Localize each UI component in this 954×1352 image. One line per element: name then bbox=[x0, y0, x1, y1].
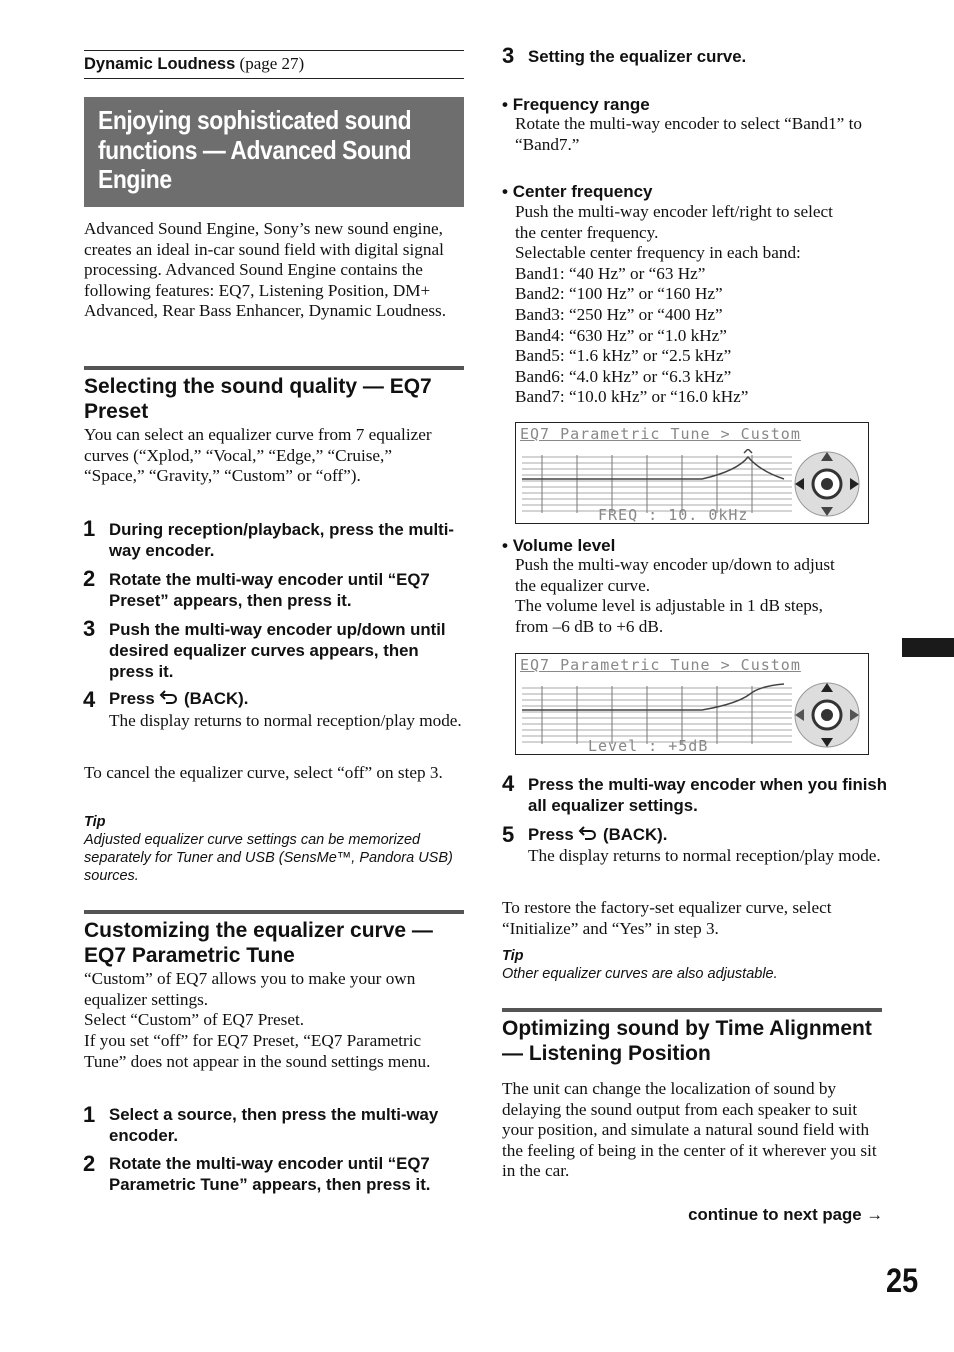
step-text: Press the multi-way encoder when you finish all equalizer settings. bbox=[528, 775, 888, 815]
step-text: Rotate the multi-way encoder until “EQ7 Preset” appears, then press it. bbox=[109, 570, 430, 610]
step-number: 4 bbox=[502, 771, 515, 796]
step-text-post: (BACK). bbox=[179, 689, 249, 708]
page-number: 25 bbox=[886, 1262, 919, 1300]
text-line: The volume level is adjustable in 1 dB steps, bbox=[515, 596, 823, 616]
tip-label: Tip bbox=[502, 948, 524, 964]
display-screenshot-frequency bbox=[515, 422, 869, 524]
display-title: EQ7 Parametric Tune > Custom bbox=[520, 656, 801, 674]
top-rule bbox=[84, 50, 464, 51]
parametric-body-2: Select “Custom” of EQ7 Preset. bbox=[84, 1010, 305, 1029]
edge-index-tab bbox=[902, 638, 954, 657]
tip-text: Other equalizer curves are also adjustable. bbox=[502, 966, 778, 982]
heading-parametric-tune: Customizing the equalizer curve — EQ7 Parametric Tune bbox=[84, 919, 433, 967]
step-text: Rotate the multi-way encoder until “EQ7 Parametric Tune” appears, then press it. bbox=[109, 1154, 431, 1194]
step-number: 3 bbox=[83, 616, 96, 641]
text-line: Band5: “1.6 kHz” or “2.5 kHz” bbox=[515, 346, 732, 366]
section-rule bbox=[84, 366, 464, 370]
frequency-range-body: Rotate the multi-way encoder to select “Band1” to “Band7.” bbox=[515, 114, 862, 154]
step-text: Select a source, then press the multi-way encoder. bbox=[109, 1105, 439, 1145]
multi-way-encoder-icon bbox=[788, 680, 866, 750]
bullet-volume-level: • Volume level bbox=[502, 536, 616, 555]
text-line: Band4: “630 Hz” or “1.0 kHz” bbox=[515, 325, 727, 345]
step-number: 3 bbox=[502, 43, 515, 68]
cancel-note: To cancel the equalizer curve, select “off” on step 3. bbox=[84, 763, 443, 782]
eq7-preset-body: You can select an equalizer curve from 7 equalizer curves (“Xplod,” “Vocal,” “Edge,” “Cruise,” “Space,” “Gravity,” “Custom” or “off”). bbox=[84, 425, 432, 486]
text-line: Push the multi-way encoder left/right to select bbox=[515, 202, 833, 221]
parametric-body-1: “Custom” of EQ7 allows you to make your own equalizer settings. bbox=[84, 969, 416, 1009]
bullet-center-frequency: • Center frequency bbox=[502, 182, 653, 201]
section-banner bbox=[84, 97, 464, 207]
back-arrow-icon bbox=[159, 690, 179, 712]
continue-link bbox=[655, 1204, 883, 1226]
step-text bbox=[109, 689, 459, 712]
heading-eq7-preset: Selecting the sound quality — EQ7 Preset bbox=[84, 375, 432, 423]
section-rule bbox=[502, 1008, 882, 1012]
text-line: from –6 dB to +6 dB. bbox=[515, 616, 664, 636]
top-reference bbox=[84, 53, 464, 75]
step-number: 4 bbox=[83, 687, 96, 712]
top-rule-bottom bbox=[84, 78, 464, 79]
bullet-heading: Volume level bbox=[512, 536, 616, 555]
multi-way-encoder-icon bbox=[788, 449, 866, 519]
step-text: Setting the equalizer curve. bbox=[528, 47, 747, 66]
banner-title: Enjoying sophisticated sound functions — Advanced Sound Engine bbox=[98, 105, 412, 194]
text-line: Band3: “250 Hz” or “400 Hz” bbox=[515, 304, 723, 324]
step-number: 2 bbox=[83, 566, 96, 591]
bullet-heading: Frequency range bbox=[512, 95, 650, 114]
text-line: Band6: “4.0 kHz” or “6.3 kHz” bbox=[515, 366, 732, 386]
text-line: Push the multi-way encoder up/down to adjust bbox=[515, 555, 835, 574]
listening-position-body: The unit can change the localization of sound by delaying the sound output from each speaker to suit your position, and simulate a natural sound field with the feeling of being in the center of it wherever you sit in the car. bbox=[502, 1079, 877, 1181]
display-screenshot-level bbox=[515, 653, 869, 755]
step-text: During reception/playback, press the multi-way encoder. bbox=[109, 520, 455, 560]
step-number: 1 bbox=[83, 516, 96, 541]
step-text-post: (BACK). bbox=[598, 825, 668, 844]
restore-note: To restore the factory-set equalizer curve, select “Initialize” and “Yes” in step 3. bbox=[502, 898, 832, 938]
bullet-heading: Center frequency bbox=[512, 182, 653, 201]
top-reference-page: (page 27) bbox=[235, 54, 305, 73]
step-number: 2 bbox=[83, 1151, 96, 1176]
step-detail: The display returns to normal reception/play mode. bbox=[109, 711, 462, 730]
tip-label: Tip bbox=[84, 814, 106, 830]
center-frequency-body bbox=[515, 202, 895, 408]
top-reference-title: Dynamic Loudness bbox=[84, 55, 236, 73]
text-line: the equalizer curve. bbox=[515, 575, 651, 595]
volume-level-body bbox=[515, 555, 895, 637]
tip-text: Adjusted equalizer curve settings can be memorized separately for Tuner and USB (SensMe™, Pandora USB) sources. bbox=[84, 832, 453, 884]
step-number: 5 bbox=[502, 822, 515, 847]
step-text bbox=[528, 825, 888, 848]
step-number: 1 bbox=[83, 1102, 96, 1127]
bullet-frequency-range: • Frequency range bbox=[502, 95, 650, 114]
text-line: Band2: “100 Hz” or “160 Hz” bbox=[515, 284, 723, 304]
step-text-pre: Press bbox=[109, 689, 160, 708]
text-line: Band1: “40 Hz” or “63 Hz” bbox=[515, 263, 706, 283]
text-line: Band7: “10.0 kHz” or “16.0 kHz” bbox=[515, 387, 749, 407]
continue-text: continue to next page bbox=[688, 1205, 862, 1224]
back-arrow-icon bbox=[578, 826, 598, 848]
text-line: the center frequency. bbox=[515, 222, 659, 242]
heading-listening-position: Optimizing sound by Time Alignment — Listening Position bbox=[502, 1017, 872, 1065]
step-text: Push the multi-way encoder up/down until desired equalizer curves appears, then press it. bbox=[109, 620, 446, 681]
text-line: Selectable center frequency in each band: bbox=[515, 243, 801, 263]
step-text-pre: Press bbox=[528, 825, 579, 844]
display-title: EQ7 Parametric Tune > Custom bbox=[520, 425, 801, 443]
display-footer: Level : +5dB bbox=[588, 737, 709, 755]
intro-paragraph: Advanced Sound Engine, Sony’s new sound engine, creates an ideal in-car sound field with digital signal processing. Advanced Sound Engine contains the following features: EQ7, Listening Position, DM+ Advanced, Rear Bass Enhancer, Dynamic Loudness. bbox=[84, 219, 447, 321]
parametric-body-3: If you set “off” for EQ7 Preset, “EQ7 Parametric Tune” does not appear in the sound settings menu. bbox=[84, 1031, 431, 1071]
display-footer: FREQ : 10. 0kHz bbox=[598, 506, 749, 524]
section-rule bbox=[84, 910, 464, 914]
step-detail: The display returns to normal reception/play mode. bbox=[528, 846, 881, 865]
right-arrow-icon: → bbox=[866, 1205, 883, 1224]
